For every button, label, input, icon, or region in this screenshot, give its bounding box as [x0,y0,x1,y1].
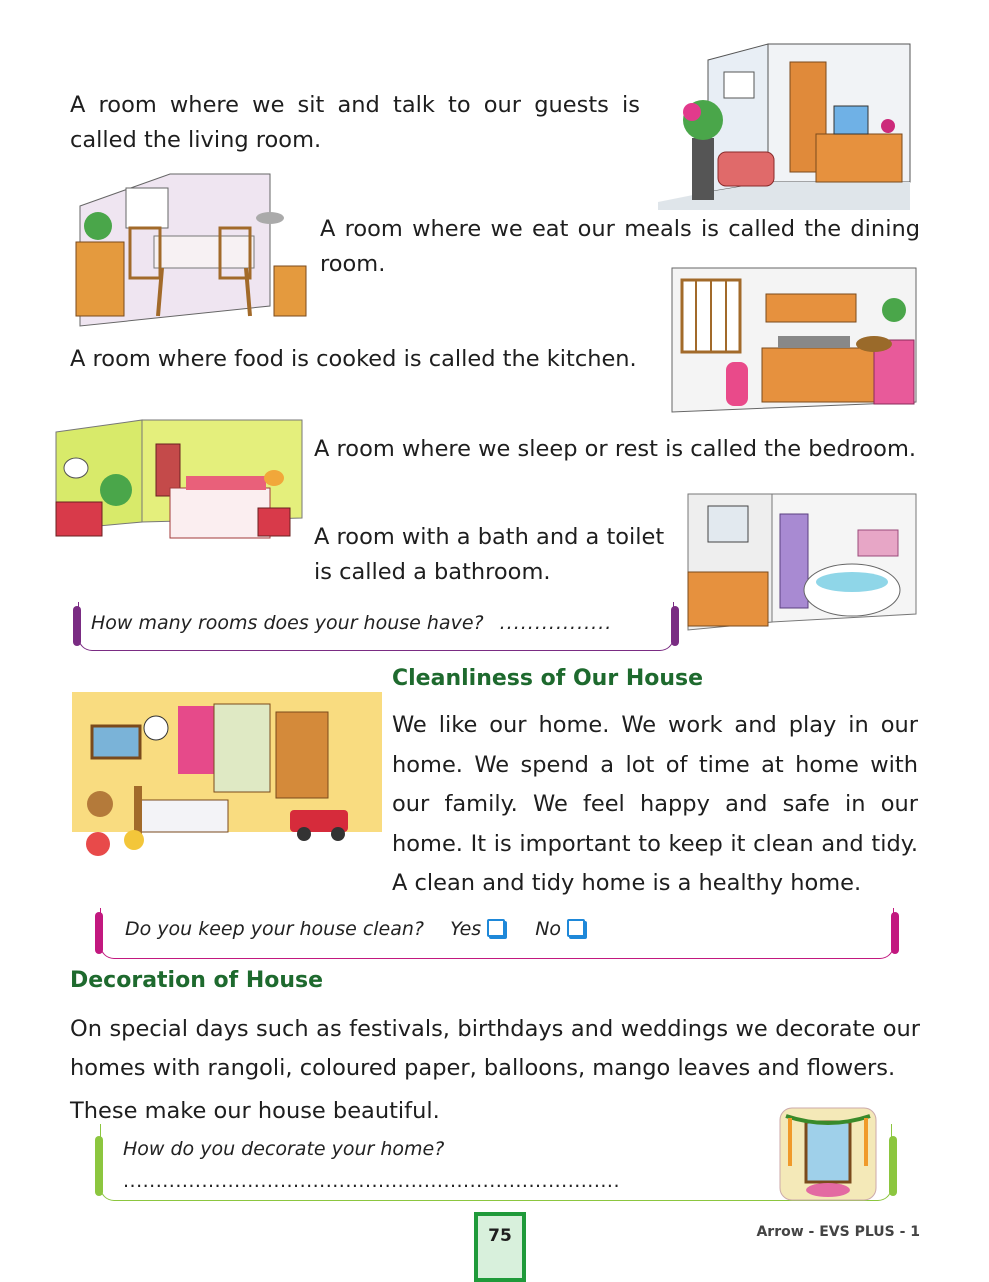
box-right-accent [891,912,899,954]
dining-room-text: A room where we eat our meals is called the dining room. [320,216,920,277]
clean-question-box [100,908,894,959]
no-checkbox[interactable] [567,919,585,937]
bathroom-illustration [680,490,920,636]
rooms-question-box [78,602,674,651]
cleanliness-body: We like our home. We work and play in our home. We spend a lot of time at home with our family. We feel happy and safe in our home. It is important to keep it clean and tidy. A clean and tidy home is a healthy home. [392,712,918,896]
page-number-tab [474,1212,526,1282]
page-number: 75 [488,1226,512,1246]
box-right-accent [671,606,679,646]
kitchen-text: A room where food is cooked is called the kitchen. [70,346,637,372]
book-title: Arrow - EVS PLUS - 1 [756,1224,920,1240]
yes-label: Yes [450,918,482,940]
decoration-heading: Decoration of House [70,968,324,993]
yes-checkbox[interactable] [487,919,505,937]
box-right-accent [889,1136,897,1196]
living-room-illustration [648,42,920,210]
box-left-accent [73,606,81,646]
decorate-question-box [100,1124,892,1201]
rooms-question: How many rooms does your house have? [91,612,484,634]
bedroom-illustration [46,418,308,556]
dining-room-illustration [70,166,314,331]
living-room-text: A room where we sit and talk to our guests is called the living room. [70,92,640,153]
box-left-accent [95,1136,103,1196]
decorated-door-illustration [778,1106,878,1202]
box-left-accent [95,912,103,954]
decoration-body-2: These make our house beautiful. [70,1098,440,1124]
decorate-question: How do you decorate your home? [123,1138,445,1160]
no-label: No [535,918,562,940]
rooms-answer-blank[interactable]: ................ [499,612,613,634]
bedroom-text: A room where we sleep or rest is called the bedroom. [314,436,917,462]
bathroom-text: A room with a bath and a toilet is called a bathroom. [314,524,665,585]
clean-question: Do you keep your house clean? [125,918,425,940]
kitchen-illustration [668,262,920,420]
decoration-body: On special days such as festivals, birthdays and weddings we decorate our homes with rangoli, coloured paper, balloons, mango leaves and flowers. [70,1016,920,1081]
cleanliness-heading: Cleanliness of Our House [392,666,704,691]
decorate-answer-blank[interactable]: ............................................................................ [123,1170,621,1192]
clean-room-illustration [72,692,382,862]
